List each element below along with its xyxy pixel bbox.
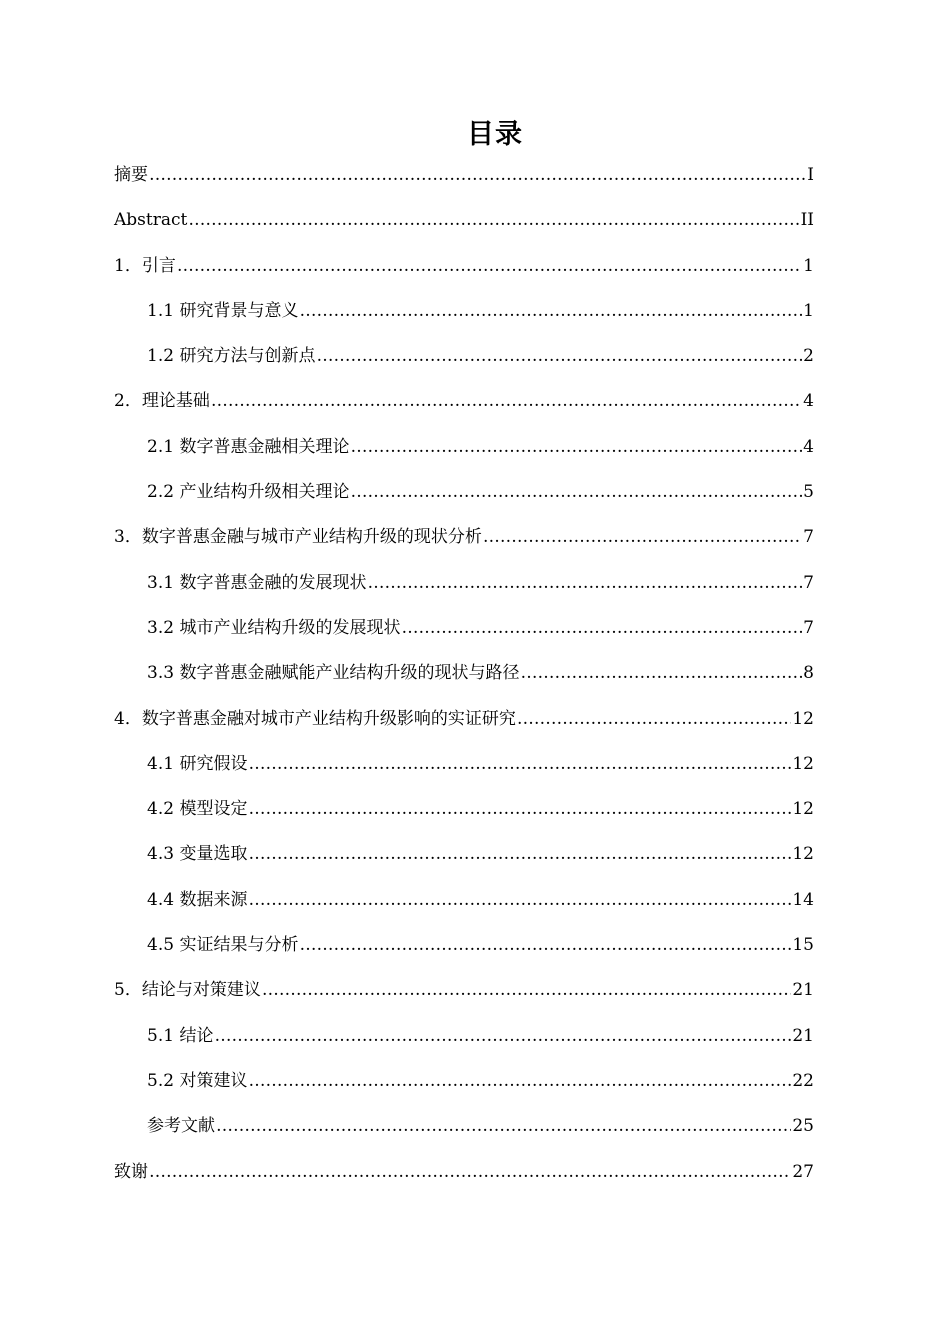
toc-entry-label: 致谢 — [114, 1161, 148, 1182]
toc-entry[interactable] — [114, 430, 814, 475]
toc-entry[interactable] — [114, 249, 814, 294]
toc-entry-page-number: I — [807, 165, 814, 185]
dot-leader — [350, 475, 802, 509]
dot-leader — [517, 702, 792, 736]
dot-leader — [483, 520, 802, 554]
dot-leader — [248, 792, 791, 826]
toc-entry[interactable] — [114, 339, 814, 384]
toc-entry[interactable] — [114, 702, 814, 747]
page-title: 目录 — [467, 119, 523, 150]
toc-entry-page-number: 12 — [792, 753, 814, 774]
toc-entry[interactable] — [114, 566, 814, 611]
toc-entry-page-number: 4 — [803, 391, 814, 412]
toc-entry[interactable] — [114, 792, 814, 837]
dot-leader — [214, 1019, 791, 1053]
toc-entry[interactable] — [114, 883, 814, 928]
toc-entry-label: 4.2 模型设定 — [147, 799, 248, 820]
toc-entry-page-number: 27 — [792, 1161, 814, 1182]
toc-entry-label: 1.1 研究背景与意义 — [147, 300, 299, 321]
toc-entry-label: 摘要 — [114, 165, 148, 185]
toc-entry[interactable] — [114, 747, 814, 792]
toc-entry-page-number: 12 — [792, 844, 814, 865]
toc-entry[interactable] — [114, 973, 814, 1018]
toc-entry-label: 3．数字普惠金融与城市产业结构升级的现状分析 — [114, 527, 482, 548]
toc-entry[interactable] — [114, 203, 814, 248]
dot-leader — [248, 837, 791, 871]
toc-entry-label: 2.2 产业结构升级相关理论 — [147, 482, 350, 503]
toc-entry-label: 参考文献 — [147, 1116, 215, 1137]
toc-entry-label: 5．结论与对策建议 — [114, 980, 261, 1001]
dot-leader — [188, 203, 799, 237]
toc-entry-label: 4.4 数据来源 — [147, 889, 248, 910]
toc-entry-label: 3.1 数字普惠金融的发展现状 — [147, 572, 367, 593]
dot-leader — [149, 158, 806, 192]
dot-leader — [248, 747, 791, 781]
toc-entry-page-number: 1 — [803, 300, 814, 321]
toc-entry-page-number: 15 — [792, 935, 814, 956]
toc-entry-label: 5.1 结论 — [147, 1025, 214, 1046]
toc-entry-label: Abstract — [114, 210, 188, 231]
toc-entry[interactable] — [114, 520, 814, 565]
dot-leader — [316, 339, 802, 373]
dot-leader — [216, 1109, 791, 1143]
toc-entry-label: 1．引言 — [114, 255, 176, 276]
toc-entry-label: 5.2 对策建议 — [147, 1070, 248, 1091]
toc-entry-page-number: 12 — [792, 708, 814, 729]
toc-entry[interactable] — [114, 928, 814, 973]
dot-leader — [299, 928, 791, 962]
toc-entry-page-number: II — [800, 210, 814, 231]
toc-entry[interactable] — [114, 384, 814, 429]
toc-entry-page-number: 5 — [803, 482, 814, 503]
toc-entry-label: 4．数字普惠金融对城市产业结构升级影响的实证研究 — [114, 708, 516, 729]
toc-entry[interactable] — [114, 1109, 814, 1154]
toc-entry-label: 2．理论基础 — [114, 391, 210, 412]
toc-entry-page-number: 12 — [792, 799, 814, 820]
dot-leader — [367, 566, 802, 600]
toc-entry-page-number: 1 — [803, 255, 814, 276]
dot-leader — [177, 249, 802, 283]
toc-entry-label: 4.5 实证结果与分析 — [147, 935, 299, 956]
toc-entry[interactable] — [114, 656, 814, 701]
toc-entry-page-number: 7 — [803, 572, 814, 593]
toc-entry[interactable] — [114, 837, 814, 882]
toc-entry[interactable] — [114, 1155, 814, 1200]
toc-entry[interactable] — [114, 294, 814, 339]
dot-leader — [211, 384, 802, 418]
dot-leader — [248, 883, 791, 917]
dot-leader — [299, 294, 802, 328]
toc-entry-page-number: 22 — [792, 1070, 814, 1091]
table-of-contents — [114, 158, 814, 1200]
toc-entry-page-number: 4 — [803, 436, 814, 457]
dot-leader — [401, 611, 802, 645]
toc-entry-label: 3.2 城市产业结构升级的发展现状 — [147, 617, 401, 638]
dot-leader — [262, 973, 792, 1007]
toc-entry-page-number: 14 — [792, 889, 814, 910]
toc-entry-page-number: 21 — [792, 980, 814, 1001]
toc-entry-label: 1.2 研究方法与创新点 — [147, 346, 316, 367]
dot-leader — [248, 1064, 791, 1098]
toc-entry-page-number: 8 — [803, 663, 814, 684]
toc-entry-page-number: 7 — [803, 527, 814, 548]
toc-entry[interactable] — [114, 475, 814, 520]
toc-entry[interactable] — [114, 158, 814, 203]
dot-leader — [149, 1155, 791, 1189]
toc-entry-label: 4.3 变量选取 — [147, 844, 248, 865]
toc-entry-page-number: 2 — [803, 346, 814, 367]
dot-leader — [520, 656, 802, 690]
toc-entry-page-number: 21 — [792, 1025, 814, 1046]
toc-entry-label: 3.3 数字普惠金融赋能产业结构升级的现状与路径 — [147, 663, 520, 684]
toc-entry-page-number: 7 — [803, 617, 814, 638]
toc-entry[interactable] — [114, 1019, 814, 1064]
toc-entry-page-number: 25 — [792, 1116, 814, 1137]
toc-entry-label: 2.1 数字普惠金融相关理论 — [147, 436, 350, 457]
dot-leader — [350, 430, 802, 464]
toc-entry[interactable] — [114, 1064, 814, 1109]
toc-entry[interactable] — [114, 611, 814, 656]
toc-entry-label: 4.1 研究假设 — [147, 753, 248, 774]
